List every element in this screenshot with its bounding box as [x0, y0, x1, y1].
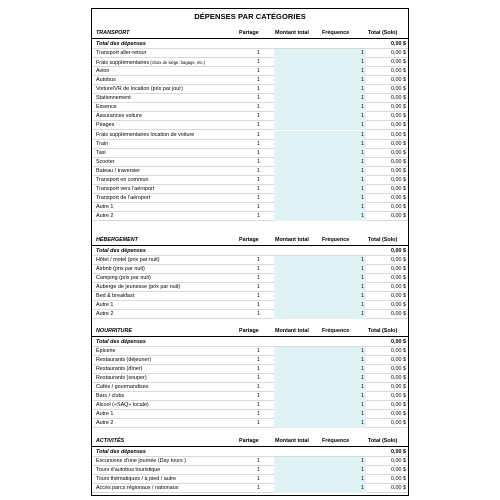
frequence-cell[interactable]: 1 — [361, 113, 364, 120]
section-title: ACTIVITÉS — [96, 438, 125, 444]
total-cell: 0,00 $ — [391, 95, 406, 102]
expense-label — [96, 310, 246, 319]
expense-label-text: Autre 2 — [96, 420, 114, 427]
expense-label-text: Autre 1 — [96, 203, 114, 210]
expense-label — [96, 212, 246, 221]
expense-row — [92, 140, 408, 149]
partage-cell[interactable]: 1 — [257, 194, 260, 201]
partage-cell[interactable]: 1 — [257, 185, 260, 192]
section-total-row — [92, 338, 408, 347]
expense-label — [96, 265, 246, 274]
expense-row — [92, 310, 408, 319]
partage-cell[interactable]: 1 — [257, 167, 260, 174]
frequence-cell[interactable]: 1 — [361, 467, 364, 474]
expense-row — [92, 58, 408, 67]
expense-row — [92, 410, 408, 419]
expense-label-text: Train — [96, 140, 109, 147]
expense-label — [96, 58, 246, 67]
frequence-cell[interactable]: 1 — [361, 293, 364, 300]
total-cell: 0,00 $ — [391, 50, 406, 57]
expense-label — [96, 121, 246, 130]
partage-cell[interactable]: 1 — [257, 357, 260, 364]
frequence-cell[interactable]: 1 — [361, 176, 364, 183]
expense-label-text: Transport vers l'aéroport — [96, 185, 155, 192]
total-cell: 0,00 $ — [391, 420, 406, 427]
partage-cell[interactable]: 1 — [257, 467, 260, 474]
sheet-title: DÉPENSES PAR CATÉGORIES — [194, 12, 306, 21]
partage-cell[interactable]: 1 — [257, 384, 260, 391]
expense-row — [92, 292, 408, 301]
frequence-cell[interactable]: 1 — [361, 275, 364, 282]
expense-label-text: Transport aller-retour — [96, 50, 147, 57]
expense-label — [96, 103, 246, 112]
partage-cell[interactable]: 1 — [257, 411, 260, 418]
expense-row — [92, 401, 408, 410]
total-label: Total des dépenses — [96, 339, 146, 345]
frequence-cell[interactable]: 1 — [361, 167, 364, 174]
expense-label-text: Cafés / gourmandises — [96, 384, 149, 391]
expense-row — [92, 365, 408, 374]
frequence-cell[interactable]: 1 — [361, 50, 364, 57]
frequence-cell[interactable]: 1 — [361, 212, 364, 219]
total-value: 0,00 $ — [391, 41, 406, 47]
partage-cell[interactable]: 1 — [257, 402, 260, 409]
expense-label-text: Assurances voiture — [96, 113, 142, 120]
expense-label-text: Frais supplémentaires — [96, 60, 150, 67]
expense-row — [92, 158, 408, 167]
frequence-cell[interactable]: 1 — [361, 122, 364, 129]
expense-label — [96, 158, 246, 167]
total-cell: 0,00 $ — [391, 375, 406, 382]
expense-label — [96, 274, 246, 283]
total-cell: 0,00 $ — [391, 68, 406, 75]
expense-row — [92, 49, 408, 58]
expense-row — [92, 383, 408, 392]
frequence-cell[interactable]: 1 — [361, 311, 364, 318]
expense-label — [96, 203, 246, 212]
total-cell: 0,00 $ — [391, 77, 406, 84]
column-header-frequence: Fréquence — [322, 30, 350, 36]
total-cell: 0,00 $ — [391, 458, 406, 465]
total-cell: 0,00 $ — [391, 131, 406, 138]
total-cell: 0,00 $ — [391, 366, 406, 373]
expense-row — [92, 484, 408, 493]
expense-label — [96, 112, 246, 121]
expense-label — [96, 194, 246, 203]
expense-label-text: Hôtel / motel (prix par nuit) — [96, 257, 160, 264]
partage-cell[interactable]: 1 — [257, 131, 260, 138]
partage-cell[interactable]: 1 — [257, 458, 260, 465]
frequence-cell[interactable]: 1 — [361, 185, 364, 192]
expense-label-text: Épicerie — [96, 348, 116, 355]
expense-label — [96, 347, 246, 356]
expense-label-text: Restaurants (déjeuner) — [96, 357, 152, 364]
expense-label-text: Autobus — [96, 77, 116, 84]
partage-cell[interactable]: 1 — [257, 104, 260, 111]
expense-label-text: Camping (prix par nuit) — [96, 275, 151, 282]
expense-label-text: Bateau / traversier — [96, 167, 141, 174]
expense-row — [92, 356, 408, 365]
total-cell: 0,00 $ — [391, 185, 406, 192]
expense-label — [96, 131, 246, 140]
frequence-cell[interactable]: 1 — [361, 149, 364, 156]
partage-cell[interactable]: 1 — [257, 311, 260, 318]
expense-label-text: Alcool («SAQ» locale) — [96, 402, 149, 409]
column-header-montant: Montant total — [275, 438, 309, 444]
expense-row — [92, 112, 408, 121]
expense-row — [92, 274, 408, 283]
expense-label-text: Restaurants (dîner) — [96, 366, 143, 373]
frequence-cell[interactable]: 1 — [361, 302, 364, 309]
expense-row — [92, 203, 408, 212]
partage-cell[interactable]: 1 — [257, 68, 260, 75]
total-cell: 0,00 $ — [391, 357, 406, 364]
expense-row — [92, 419, 408, 428]
expense-sheet — [91, 8, 409, 496]
frequence-cell[interactable]: 1 — [361, 104, 364, 111]
expense-row — [92, 256, 408, 265]
expense-label — [96, 410, 246, 419]
frequence-cell[interactable]: 1 — [361, 284, 364, 291]
partage-cell[interactable]: 1 — [257, 420, 260, 427]
partage-cell[interactable]: 1 — [257, 476, 260, 483]
expense-label-text: Autre 2 — [96, 212, 114, 219]
total-cell: 0,00 $ — [391, 411, 406, 418]
expense-label — [96, 401, 246, 410]
partage-cell[interactable]: 1 — [257, 149, 260, 156]
column-header-total: Total (Solo) — [368, 30, 398, 36]
expense-label-text: Autre 1 — [96, 302, 114, 309]
column-header-montant: Montant total — [275, 30, 309, 36]
expense-row — [92, 167, 408, 176]
frequence-cell[interactable]: 1 — [361, 131, 364, 138]
column-header-total: Total (Solo) — [368, 237, 398, 243]
expense-label — [96, 176, 246, 185]
partage-cell[interactable]: 1 — [257, 485, 260, 492]
frequence-cell[interactable]: 1 — [361, 411, 364, 418]
expense-label-text: Airbnb (prix par nuit) — [96, 266, 145, 273]
expense-label-text: Restaurants (souper) — [96, 375, 147, 382]
total-cell: 0,00 $ — [391, 384, 406, 391]
partage-cell[interactable]: 1 — [257, 77, 260, 84]
column-header-total: Total (Solo) — [368, 328, 398, 334]
column-header-partage: Partage — [239, 237, 259, 243]
expense-label — [96, 85, 246, 94]
section-header — [92, 327, 408, 337]
frequence-cell[interactable]: 1 — [361, 59, 364, 66]
expense-row — [92, 265, 408, 274]
column-header-frequence: Fréquence — [322, 328, 350, 334]
expense-row — [92, 94, 408, 103]
total-value: 0,00 $ — [391, 449, 406, 455]
partage-cell[interactable]: 1 — [257, 122, 260, 129]
column-header-frequence: Fréquence — [322, 237, 350, 243]
expense-label — [96, 185, 246, 194]
expense-label-text: Bars / clubs — [96, 393, 125, 400]
expense-label-text: Excursions d'une journée (Day tours ) — [96, 458, 187, 465]
frequence-cell[interactable]: 1 — [361, 476, 364, 483]
column-header-montant: Montant total — [275, 328, 309, 334]
expense-label — [96, 466, 246, 475]
expense-label — [96, 167, 246, 176]
section-total-row — [92, 40, 408, 49]
expense-label — [96, 292, 246, 301]
frequence-cell[interactable]: 1 — [361, 257, 364, 264]
total-cell: 0,00 $ — [391, 140, 406, 147]
frequence-cell[interactable]: 1 — [361, 77, 364, 84]
expense-label-text: Frais supplémentaires location de voiture — [96, 131, 195, 138]
frequence-cell[interactable]: 1 — [361, 485, 364, 492]
total-label: Total des dépenses — [96, 449, 146, 455]
frequence-cell[interactable]: 1 — [361, 393, 364, 400]
expense-label — [96, 149, 246, 158]
expense-label — [96, 49, 246, 58]
expense-row — [92, 121, 408, 130]
expense-label — [96, 484, 246, 493]
frequence-cell[interactable]: 1 — [361, 384, 364, 391]
total-cell: 0,00 $ — [391, 59, 406, 66]
expense-row — [92, 347, 408, 356]
expense-label-text: Péages — [96, 122, 115, 129]
partage-cell[interactable]: 1 — [257, 366, 260, 373]
expense-label-text: Transport en commun — [96, 176, 149, 183]
total-cell: 0,00 $ — [391, 402, 406, 409]
frequence-cell[interactable]: 1 — [361, 266, 364, 273]
partage-cell[interactable]: 1 — [257, 284, 260, 291]
partage-cell[interactable]: 1 — [257, 86, 260, 93]
expense-row — [92, 457, 408, 466]
frequence-cell[interactable]: 1 — [361, 203, 364, 210]
expense-label — [96, 94, 246, 103]
expense-label-text: Taxi — [96, 149, 106, 156]
total-cell: 0,00 $ — [391, 212, 406, 219]
expense-label — [96, 392, 246, 401]
frequence-cell[interactable]: 1 — [361, 158, 364, 165]
expense-label — [96, 383, 246, 392]
expense-row — [92, 103, 408, 112]
total-cell: 0,00 $ — [391, 149, 406, 156]
section-title: TRANSPORT — [96, 30, 130, 36]
partage-cell[interactable]: 1 — [257, 375, 260, 382]
expense-label-text: Essence — [96, 104, 117, 111]
column-header-partage: Partage — [239, 328, 259, 334]
total-cell: 0,00 $ — [391, 86, 406, 93]
total-label: Total des dépenses — [96, 248, 146, 254]
expense-row — [92, 466, 408, 475]
total-cell: 0,00 $ — [391, 257, 406, 264]
total-cell: 0,00 $ — [391, 485, 406, 492]
total-cell: 0,00 $ — [391, 266, 406, 273]
expense-label-text: Scooter — [96, 158, 115, 165]
total-value: 0,00 $ — [391, 248, 406, 254]
total-cell: 0,00 $ — [391, 293, 406, 300]
column-header-total: Total (Solo) — [368, 438, 398, 444]
partage-cell[interactable]: 1 — [257, 176, 260, 183]
section-title: HÉBERGEMENT — [96, 237, 138, 243]
expense-row — [92, 392, 408, 401]
total-cell: 0,00 $ — [391, 275, 406, 282]
expense-label-text: Tours thématiques / à pied / autre — [96, 476, 177, 483]
frequence-cell[interactable]: 1 — [361, 95, 364, 102]
expense-label — [96, 457, 246, 466]
expense-row — [92, 149, 408, 158]
total-cell: 0,00 $ — [391, 194, 406, 201]
expense-label-note: (choix de siège, bagage, etc.) — [149, 60, 206, 66]
total-cell: 0,00 $ — [391, 113, 406, 120]
expense-label-text: Tours d'autobus touristique — [96, 467, 161, 474]
total-cell: 0,00 $ — [391, 104, 406, 111]
section-total-row — [92, 448, 408, 457]
total-cell: 0,00 $ — [391, 311, 406, 318]
frequence-cell[interactable]: 1 — [361, 348, 364, 355]
frequence-cell[interactable]: 1 — [361, 194, 364, 201]
expense-label — [96, 256, 246, 265]
partage-cell[interactable]: 1 — [257, 203, 260, 210]
expense-row — [92, 374, 408, 383]
partage-cell[interactable]: 1 — [257, 95, 260, 102]
frequence-cell[interactable]: 1 — [361, 140, 364, 147]
frequence-cell[interactable]: 1 — [361, 366, 364, 373]
column-header-partage: Partage — [239, 438, 259, 444]
frequence-cell[interactable]: 1 — [361, 68, 364, 75]
expense-label — [96, 374, 246, 383]
total-cell: 0,00 $ — [391, 467, 406, 474]
expense-label — [96, 76, 246, 85]
expense-row — [92, 212, 408, 221]
expense-label — [96, 283, 246, 292]
frequence-cell[interactable]: 1 — [361, 375, 364, 382]
expense-label-text: Accès parcs régionaux / nationaux — [96, 485, 179, 492]
total-cell: 0,00 $ — [391, 284, 406, 291]
total-cell: 0,00 $ — [391, 176, 406, 183]
total-cell: 0,00 $ — [391, 476, 406, 483]
partage-cell[interactable]: 1 — [257, 293, 260, 300]
frequence-cell[interactable]: 1 — [361, 402, 364, 409]
expense-row — [92, 176, 408, 185]
partage-cell[interactable]: 1 — [257, 302, 260, 309]
partage-cell[interactable]: 1 — [257, 158, 260, 165]
expense-label-text: Transport de l'aéroport — [96, 194, 151, 201]
expense-label-text: Autre 2 — [96, 311, 114, 318]
total-cell: 0,00 $ — [391, 302, 406, 309]
total-cell: 0,00 $ — [391, 122, 406, 129]
expense-label — [96, 356, 246, 365]
expense-label — [96, 301, 246, 310]
expense-row — [92, 67, 408, 76]
partage-cell[interactable]: 1 — [257, 348, 260, 355]
section-header — [92, 236, 408, 246]
partage-cell[interactable]: 1 — [257, 50, 260, 57]
partage-cell[interactable]: 1 — [257, 59, 260, 66]
expense-row — [92, 131, 408, 140]
expense-label — [96, 67, 246, 76]
expense-label-text: Voiture/VR de location (prix par jour) — [96, 86, 183, 93]
total-cell: 0,00 $ — [391, 167, 406, 174]
expense-row — [92, 194, 408, 203]
frequence-cell[interactable]: 1 — [361, 86, 364, 93]
expense-label — [96, 140, 246, 149]
total-cell: 0,00 $ — [391, 158, 406, 165]
section-title: NOURRITURE — [96, 328, 132, 334]
frequence-cell[interactable]: 1 — [361, 357, 364, 364]
total-label: Total des dépenses — [96, 41, 146, 47]
total-cell: 0,00 $ — [391, 348, 406, 355]
expense-label-text: Avion — [96, 68, 110, 75]
frequence-cell[interactable]: 1 — [361, 458, 364, 465]
partage-cell[interactable]: 1 — [257, 113, 260, 120]
total-cell: 0,00 $ — [391, 203, 406, 210]
partage-cell[interactable]: 1 — [257, 212, 260, 219]
expense-label-text: Stationnement — [96, 95, 131, 102]
partage-cell[interactable]: 1 — [257, 266, 260, 273]
expense-label — [96, 419, 246, 428]
column-header-frequence: Fréquence — [322, 438, 350, 444]
total-value: 0,00 $ — [391, 339, 406, 345]
expense-row — [92, 85, 408, 94]
expense-row — [92, 185, 408, 194]
frequence-cell[interactable]: 1 — [361, 420, 364, 427]
section-header — [92, 437, 408, 447]
partage-cell[interactable]: 1 — [257, 275, 260, 282]
expense-label-text: Bed & breakfast — [96, 293, 135, 300]
expense-label-text: Autre 1 — [96, 411, 114, 418]
total-cell: 0,00 $ — [391, 393, 406, 400]
expense-row — [92, 475, 408, 484]
column-header-partage: Partage — [239, 30, 259, 36]
expense-label — [96, 365, 246, 374]
partage-cell[interactable]: 1 — [257, 140, 260, 147]
expense-row — [92, 301, 408, 310]
section-total-row — [92, 247, 408, 256]
expense-label-text: Auberge de jeunesse (prix par nuit) — [96, 284, 181, 291]
expense-row — [92, 283, 408, 292]
column-header-montant: Montant total — [275, 237, 309, 243]
partage-cell[interactable]: 1 — [257, 393, 260, 400]
expense-row — [92, 76, 408, 85]
expense-label — [96, 475, 246, 484]
partage-cell[interactable]: 1 — [257, 257, 260, 264]
section-header — [92, 29, 408, 39]
